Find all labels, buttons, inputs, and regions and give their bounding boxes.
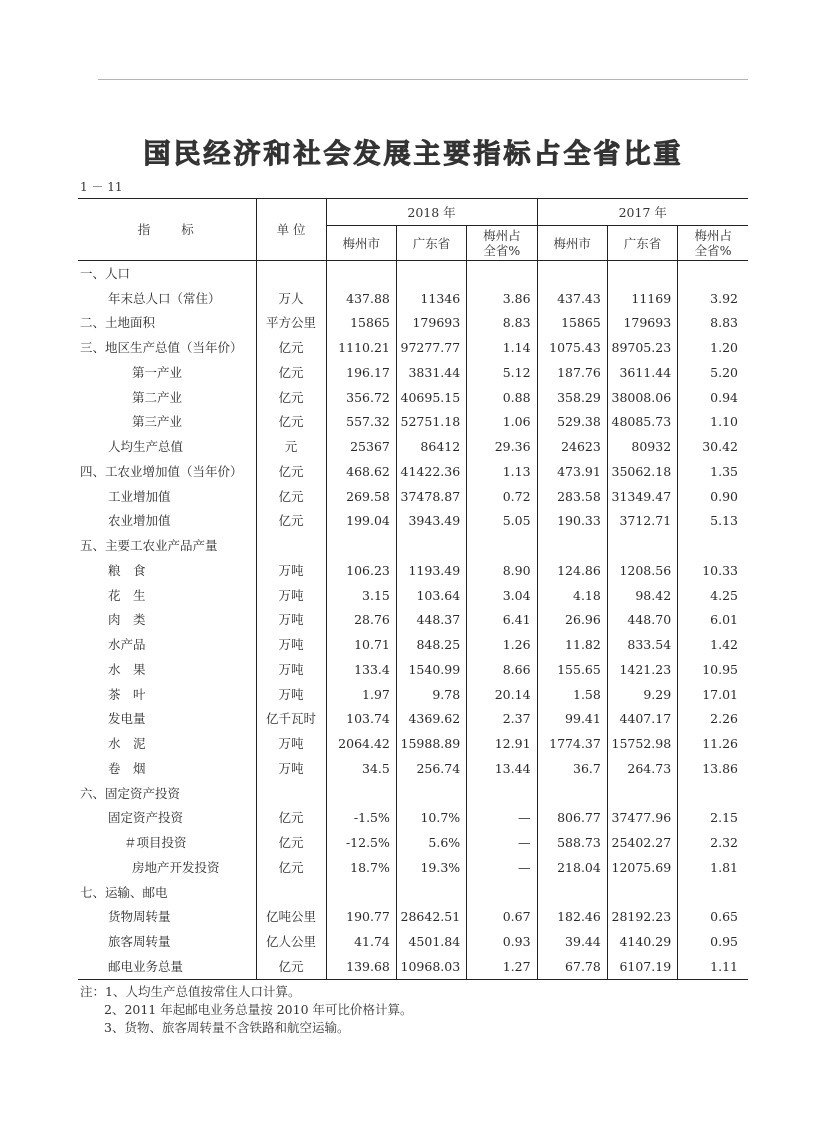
value-guangdong-2017: 35062.18 [607,459,677,484]
value-share-2017: 8.83 [710,315,738,331]
indicator-name: 水 泥 [78,731,256,756]
value-guangdong-2017: 4407.17 [607,707,677,732]
indicator-name: 七、运输、邮电 [78,880,256,905]
unit-cell: 万吨 [256,756,326,781]
value-share-2018: 8.66 [467,657,537,682]
header-share-line1: 梅州占 [483,228,521,243]
value-share-2017: 0.95 [710,934,738,950]
value-guangdong-2017: 4140.29 [607,929,677,954]
unit-cell: 亿人公里 [256,929,326,954]
indicator-name: 水 果 [78,657,256,682]
table-row [78,286,748,311]
header-guangdong-2017: 广东省 [607,226,677,261]
value-guangdong-2017: 80932 [607,434,677,459]
value-share-2017: 10.33 [702,562,738,578]
indicator-name: 粮 食 [78,558,256,583]
value-share-2017 [678,261,748,286]
table-row [78,434,748,459]
table-row [78,707,748,732]
header-meizhou-2018: 梅州市 [326,226,396,261]
value-guangdong-2017: 3611.44 [607,360,677,385]
indicator-name: 花 生 [78,583,256,608]
unit-cell: 亿元 [256,830,326,855]
value-meizhou-2017 [537,261,607,286]
unit-cell: 亿元 [256,335,326,360]
unit-cell: 亿元 [256,410,326,435]
unit-cell: 亿千瓦时 [256,707,326,732]
value-share-2018: 1.13 [467,459,537,484]
indicator-name: 三、地区生产总值（当年价） [78,335,256,360]
value-guangdong-2017 [607,880,677,905]
value-share-2018: — [467,806,537,831]
value-guangdong-2017: 25402.27 [607,830,677,855]
value-meizhou-2017: 529.38 [537,410,607,435]
value-guangdong-2018: 9.78 [396,682,466,707]
table-row [78,360,748,385]
value-share-2017: 2.32 [710,835,738,851]
value-guangdong-2017: 31349.47 [607,484,677,509]
unit-cell: 亿元 [256,385,326,410]
table-row [78,335,748,360]
value-share-2018: 29.36 [467,434,537,459]
value-guangdong-2018: 103.64 [396,583,466,608]
value-share-2017: 0.94 [710,389,738,405]
value-share-2018: 5.05 [467,509,537,534]
table-row [78,929,748,954]
unit-cell: 亿元 [256,360,326,385]
table-row [78,608,748,633]
table-row [78,261,748,286]
header-share-line2: 全省% [483,243,521,258]
value-meizhou-2018: 15865 [326,311,396,336]
unit-cell: 万吨 [256,682,326,707]
header-year-2017: 2017 年 [537,199,748,226]
header-share-line1: 梅州占 [694,228,732,243]
value-guangdong-2017: 89705.23 [607,335,677,360]
table-row [78,533,748,558]
indicator-name: ＃项目投资 [78,830,256,855]
value-meizhou-2018: -12.5% [326,830,396,855]
value-meizhou-2018: 190.77 [326,905,396,930]
value-guangdong-2018: 179693 [396,311,466,336]
unit-cell: 万人 [256,286,326,311]
footnote-2: 2、2011 年起邮电业务总量按 2010 年可比价格计算。 [104,1002,413,1017]
indicator-name: 工业增加值 [78,484,256,509]
value-share-2017: 13.86 [702,760,738,776]
value-share-2018: 0.93 [467,929,537,954]
value-meizhou-2017: 4.18 [537,583,607,608]
value-meizhou-2017: 437.43 [537,286,607,311]
value-share-2017: 4.25 [710,587,738,603]
page-title: 国民经济和社会发展主要指标占全省比重 [143,139,684,170]
value-share-2018: — [467,830,537,855]
table-row [78,385,748,410]
footnote-1: 注：1、人均生产总值按常住人口计算。 [80,984,301,999]
unit-cell [256,261,326,286]
value-meizhou-2017: 473.91 [537,459,607,484]
value-share-2018: 2.37 [467,707,537,732]
indicator-name: 卷 烟 [78,756,256,781]
unit-cell: 万吨 [256,731,326,756]
value-meizhou-2017: 1075.43 [537,335,607,360]
indicator-name: 二、土地面积 [78,311,256,336]
value-share-2018: 6.41 [467,608,537,633]
table-row [78,880,748,905]
indicator-name: 第二产业 [78,385,256,410]
value-meizhou-2017: 24623 [537,434,607,459]
table-body [78,261,748,980]
table-row [78,855,748,880]
value-meizhou-2017 [537,781,607,806]
value-meizhou-2017 [537,880,607,905]
value-meizhou-2018: 133.4 [326,657,396,682]
value-share-2018: 8.83 [467,311,537,336]
unit-cell [256,533,326,558]
value-guangdong-2018: 40695.15 [396,385,466,410]
value-meizhou-2017 [537,533,607,558]
value-share-2018: 3.86 [467,286,537,311]
value-share-2017: 0.90 [710,488,738,504]
table-row [78,311,748,336]
value-meizhou-2017: 187.76 [537,360,607,385]
value-guangdong-2018: 37478.87 [396,484,466,509]
value-guangdong-2017: 98.42 [607,583,677,608]
value-meizhou-2018: -1.5% [326,806,396,831]
unit-cell: 亿元 [256,509,326,534]
value-share-2017: 30.42 [702,439,738,455]
value-guangdong-2017 [607,533,677,558]
value-guangdong-2018: 1193.49 [396,558,466,583]
value-meizhou-2018: 18.7% [326,855,396,880]
value-meizhou-2017: 1774.37 [537,731,607,756]
value-guangdong-2018: 4501.84 [396,929,466,954]
value-share-2017: 2.26 [710,711,738,727]
value-guangdong-2017: 12075.69 [607,855,677,880]
value-guangdong-2017: 179693 [607,311,677,336]
value-share-2017: 6.01 [710,612,738,628]
value-share-2018: 5.12 [467,360,537,385]
unit-cell [256,781,326,806]
value-meizhou-2018: 437.88 [326,286,396,311]
value-meizhou-2018: 34.5 [326,756,396,781]
table-row [78,905,748,930]
value-share-2018 [467,533,537,558]
value-meizhou-2017: 15865 [537,311,607,336]
value-share-2017: 0.65 [710,909,738,925]
indicator-name: 人均生产总值 [78,434,256,459]
indicator-name: 发电量 [78,707,256,732]
value-guangdong-2018: 41422.36 [396,459,466,484]
header-meizhou-2017: 梅州市 [537,226,607,261]
unit-cell: 亿元 [256,954,326,979]
indicator-name: 四、工农业增加值（当年价） [78,459,256,484]
value-guangdong-2018: 10968.03 [396,954,466,979]
value-share-2017 [678,880,748,905]
header-guangdong-2018: 广东省 [396,226,466,261]
value-share-2017: 1.11 [678,954,748,979]
value-guangdong-2017: 448.70 [607,608,677,633]
value-meizhou-2018: 2064.42 [326,731,396,756]
table-row [78,756,748,781]
indicator-name: 肉 类 [78,608,256,633]
value-share-2018: 1.06 [467,410,537,435]
value-guangdong-2018: 1540.99 [396,657,466,682]
value-meizhou-2017: 358.29 [537,385,607,410]
value-meizhou-2018: 557.32 [326,410,396,435]
value-meizhou-2018: 1110.21 [326,335,396,360]
value-guangdong-2017: 37477.96 [607,806,677,831]
header-indicator: 指 标 [78,199,256,261]
value-guangdong-2017: 6107.19 [607,954,677,979]
value-meizhou-2017: 39.44 [537,929,607,954]
value-meizhou-2018: 269.58 [326,484,396,509]
value-guangdong-2017: 38008.06 [607,385,677,410]
table-row [78,830,748,855]
value-guangdong-2018: 3943.49 [396,509,466,534]
indicator-name: 货物周转量 [78,905,256,930]
value-meizhou-2018: 1.97 [326,682,396,707]
value-guangdong-2018: 15988.89 [396,731,466,756]
value-share-2017: 5.13 [710,513,738,529]
value-guangdong-2018: 86412 [396,434,466,459]
unit-cell: 万吨 [256,558,326,583]
value-meizhou-2017: 36.7 [537,756,607,781]
unit-cell: 亿元 [256,484,326,509]
header-share-2017 [678,226,748,261]
value-share-2018: 0.67 [467,905,537,930]
value-meizhou-2018: 41.74 [326,929,396,954]
indicator-name: 水产品 [78,632,256,657]
value-meizhou-2018: 3.15 [326,583,396,608]
value-guangdong-2017: 48085.73 [607,410,677,435]
value-meizhou-2017: 806.77 [537,806,607,831]
value-share-2017 [678,781,748,806]
value-share-2017: 5.20 [710,364,738,380]
footnote-3: 3、货物、旅客周转量不含铁路和航空运输。 [104,1020,350,1035]
value-guangdong-2018: 97277.77 [396,335,466,360]
indicator-name: 第三产业 [78,410,256,435]
table-row [78,509,748,534]
indicator-name: 一、人口 [78,261,256,286]
value-share-2018: 1.26 [467,632,537,657]
value-share-2017: 1.35 [710,463,738,479]
indicator-name: 农业增加值 [78,509,256,534]
table-row [78,954,748,979]
unit-cell: 亿元 [256,806,326,831]
value-meizhou-2018: 468.62 [326,459,396,484]
value-guangdong-2017: 1208.56 [607,558,677,583]
value-guangdong-2018: 448.37 [396,608,466,633]
value-share-2018: 8.90 [467,558,537,583]
indicator-name: 茶 叶 [78,682,256,707]
value-share-2018: 20.14 [467,682,537,707]
indicator-table [78,198,748,980]
table-number: 1 － 11 [80,180,123,194]
value-guangdong-2018 [396,261,466,286]
indicator-name: 邮电业务总量 [78,954,256,979]
value-meizhou-2018: 356.72 [326,385,396,410]
unit-cell: 万吨 [256,632,326,657]
value-share-2018 [467,261,537,286]
table-row [78,781,748,806]
table-row [78,632,748,657]
value-meizhou-2017: 283.58 [537,484,607,509]
indicator-name: 旅客周转量 [78,929,256,954]
value-share-2017: 1.81 [710,859,738,875]
value-share-2017: 1.10 [710,414,738,430]
header-share-line2: 全省% [694,243,732,258]
unit-cell: 亿元 [256,855,326,880]
value-share-2018: 12.91 [467,731,537,756]
table-row [78,731,748,756]
value-meizhou-2018: 196.17 [326,360,396,385]
value-share-2017: 1.20 [710,340,738,356]
unit-cell: 平方公里 [256,311,326,336]
value-guangdong-2018: 52751.18 [396,410,466,435]
value-share-2018: — [467,855,537,880]
unit-cell: 亿吨公里 [256,905,326,930]
value-guangdong-2018: 19.3% [396,855,466,880]
value-share-2018: 1.14 [467,335,537,360]
table-row [78,657,748,682]
value-guangdong-2018: 28642.51 [396,905,466,930]
value-guangdong-2017: 15752.98 [607,731,677,756]
value-share-2018: 0.88 [467,385,537,410]
value-guangdong-2018: 848.25 [396,632,466,657]
value-guangdong-2018: 5.6% [396,830,466,855]
value-share-2018: 3.04 [467,583,537,608]
value-guangdong-2017 [607,781,677,806]
indicator-name: 房地产开发投资 [78,855,256,880]
unit-cell: 万吨 [256,657,326,682]
value-guangdong-2017: 833.54 [607,632,677,657]
value-meizhou-2017: 182.46 [537,905,607,930]
value-meizhou-2018: 139.68 [326,954,396,979]
value-share-2017 [678,533,748,558]
value-share-2018: 13.44 [467,756,537,781]
value-share-2018: 1.27 [467,954,537,979]
value-share-2018 [467,781,537,806]
value-guangdong-2018: 11346 [396,286,466,311]
footnotes [80,983,413,1037]
header-rule [98,79,748,80]
value-guangdong-2017: 28192.23 [607,905,677,930]
value-guangdong-2018 [396,781,466,806]
value-guangdong-2017: 3712.71 [607,509,677,534]
value-meizhou-2017: 124.86 [537,558,607,583]
table-row [78,558,748,583]
indicator-name: 固定资产投资 [78,806,256,831]
indicator-name: 五、主要工农业产品产量 [78,533,256,558]
table-row [78,484,748,509]
value-meizhou-2018: 28.76 [326,608,396,633]
value-guangdong-2018 [396,533,466,558]
unit-cell [256,880,326,905]
value-guangdong-2018 [396,880,466,905]
value-meizhou-2017: 155.65 [537,657,607,682]
indicator-name: 六、固定资产投资 [78,781,256,806]
header-unit: 单 位 [256,199,326,261]
unit-cell: 亿元 [256,459,326,484]
value-meizhou-2018 [326,533,396,558]
value-meizhou-2018 [326,781,396,806]
value-guangdong-2017 [607,261,677,286]
value-share-2018 [467,880,537,905]
value-guangdong-2017: 1421.23 [607,657,677,682]
value-meizhou-2017: 99.41 [537,707,607,732]
value-meizhou-2017: 1.58 [537,682,607,707]
value-meizhou-2017: 218.04 [537,855,607,880]
table-row [78,459,748,484]
value-guangdong-2018: 256.74 [396,756,466,781]
value-share-2017: 3.92 [710,290,738,306]
indicator-name: 第一产业 [78,360,256,385]
value-share-2017: 2.15 [710,810,738,826]
table-row [78,682,748,707]
value-meizhou-2018 [326,261,396,286]
header-share-2018 [467,226,537,261]
value-guangdong-2017: 264.73 [607,756,677,781]
table-row [78,410,748,435]
header-year-2018: 2018 年 [326,199,537,226]
value-guangdong-2018: 10.7% [396,806,466,831]
value-meizhou-2018: 10.71 [326,632,396,657]
value-meizhou-2018: 25367 [326,434,396,459]
value-share-2017: 1.42 [710,637,738,653]
value-meizhou-2018: 199.04 [326,509,396,534]
unit-cell: 万吨 [256,583,326,608]
value-guangdong-2018: 4369.62 [396,707,466,732]
value-share-2017: 10.95 [702,661,738,677]
value-meizhou-2018: 103.74 [326,707,396,732]
unit-cell: 万吨 [256,608,326,633]
unit-cell: 元 [256,434,326,459]
value-share-2017: 17.01 [702,686,738,702]
value-meizhou-2018: 106.23 [326,558,396,583]
table-row [78,583,748,608]
value-share-2018: 0.72 [467,484,537,509]
value-guangdong-2017: 11169 [607,286,677,311]
value-meizhou-2017: 11.82 [537,632,607,657]
value-guangdong-2018: 3831.44 [396,360,466,385]
value-meizhou-2017: 67.78 [537,954,607,979]
value-meizhou-2017: 588.73 [537,830,607,855]
table-row [78,806,748,831]
value-meizhou-2018 [326,880,396,905]
indicator-name: 年末总人口（常住） [78,286,256,311]
value-share-2017: 11.26 [702,736,738,752]
value-meizhou-2017: 26.96 [537,608,607,633]
value-meizhou-2017: 190.33 [537,509,607,534]
value-guangdong-2017: 9.29 [607,682,677,707]
